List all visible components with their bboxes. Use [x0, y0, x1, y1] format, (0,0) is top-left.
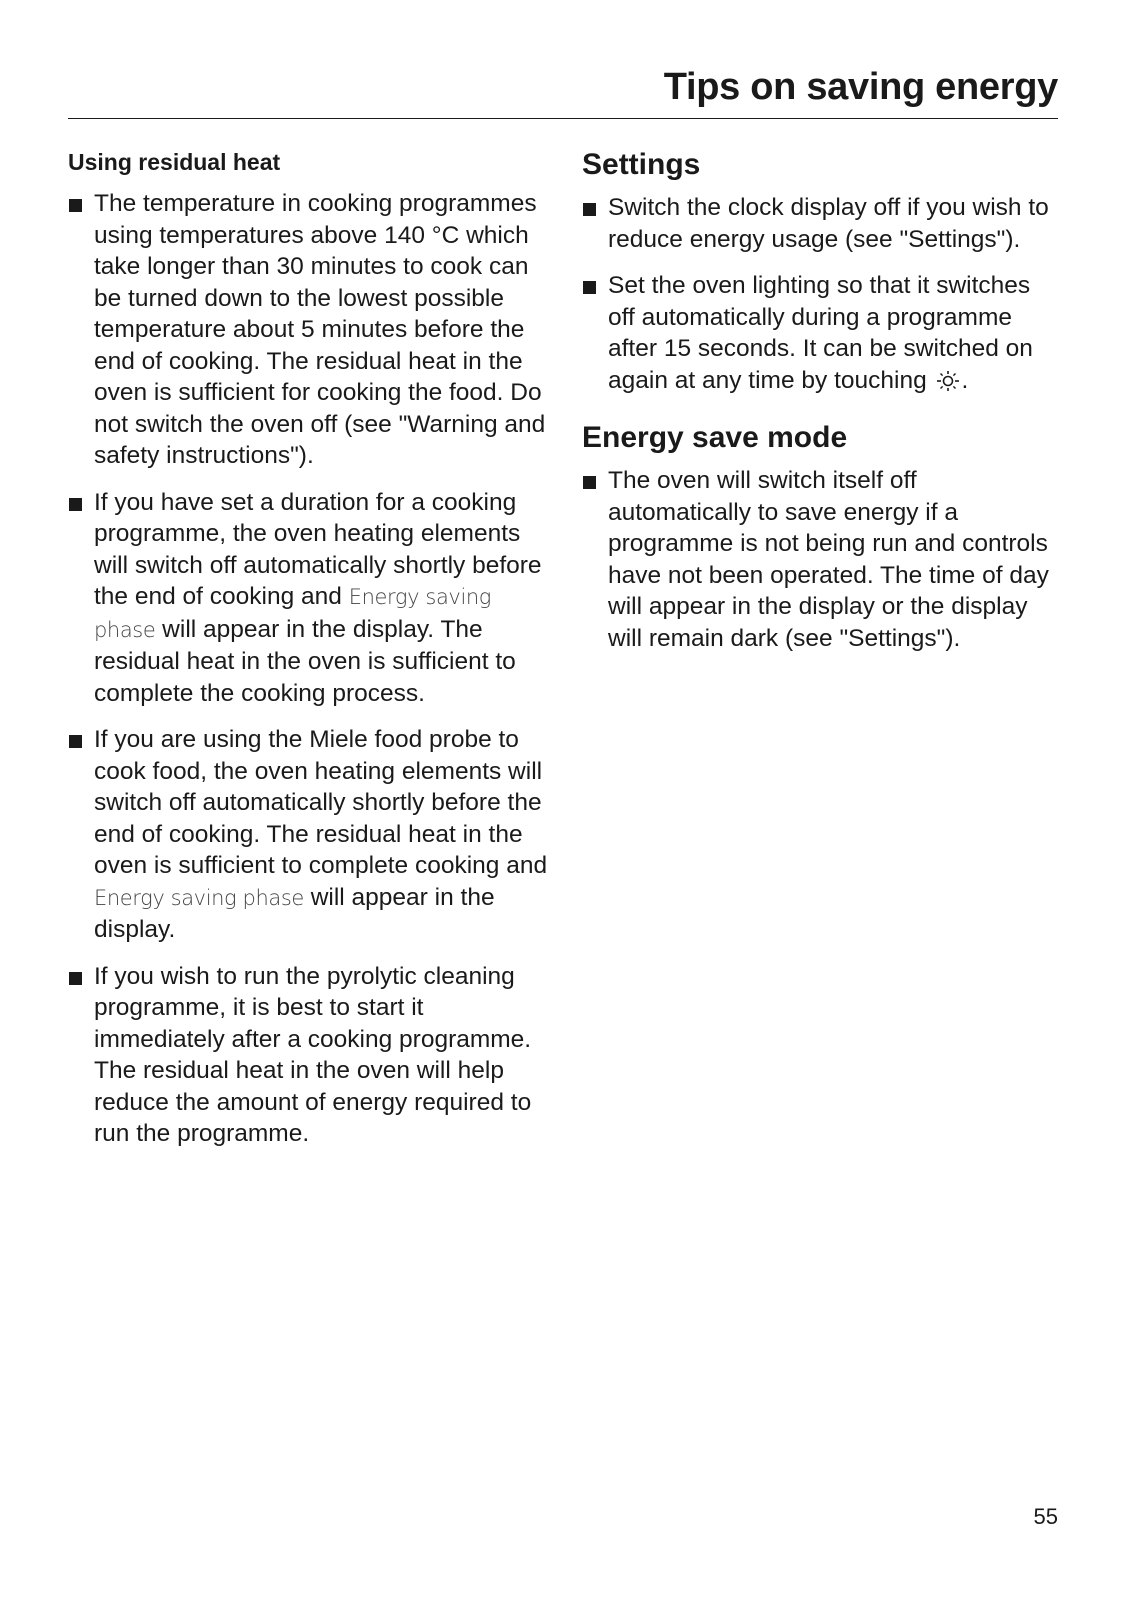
list-item-text: The temperature in cooking programmes using temperatures above 140 °C which take longer than 30 minutes to cook can be turned down to the lowest possible temperature about 5 minutes before the end of cooking. The residual heat in the oven is sufficient for cooking the food. Do not switch the oven off (see "Warning and safety instructions").: [94, 190, 546, 469]
list-item-text: .: [961, 366, 969, 394]
energy-save-mode-heading: Energy save mode: [582, 421, 848, 454]
list-item: [582, 465, 1058, 654]
list-item: [582, 270, 1058, 400]
list-item-text: Set the oven lighting so that it switches off automatically during a programme after 15 seconds. It can be switched on again at any time by touching: [608, 272, 1033, 394]
bullet-square-icon: [583, 476, 596, 489]
list-item: [68, 724, 553, 946]
list-item: [68, 487, 553, 710]
list-item: [68, 188, 553, 472]
list-item-text: If you have set a duration for a cooking programme, the oven heating elements will switch off automatically shortly before the end of cooking and: [94, 488, 542, 610]
page-header: [68, 62, 1058, 119]
settings-heading: Settings: [582, 148, 701, 181]
display-message: Energy saving phase: [94, 885, 304, 910]
right-column: [582, 145, 1058, 669]
residual-heat-list: [68, 188, 553, 1150]
list-item-text: will appear in the display. The residual heat in the oven is sufficient to complete the cooking process.: [94, 615, 516, 707]
bullet-square-icon: [69, 498, 82, 511]
energy-save-list: [582, 465, 1058, 654]
list-item-text: If you wish to run the pyrolytic cleaning programme, it is best to start it immediately after a cooking programme. The residual heat in the oven will help reduce the amount of energy required to run the programme.: [94, 962, 532, 1147]
list-item-text: If you are using the Miele food probe to cook food, the oven heating elements will switch off automatically shortly before the end of cooking. The residual heat in the oven is sufficient to complete cooking and: [94, 726, 548, 879]
residual-heat-subheading: Using residual heat: [68, 149, 281, 175]
display-message: Energy saving phase: [94, 585, 491, 642]
bullet-square-icon: [69, 199, 82, 212]
list-item: [68, 961, 553, 1150]
bullet-square-icon: [583, 281, 596, 294]
bullet-square-icon: [583, 203, 596, 216]
page-title: Tips on saving energy: [663, 66, 1058, 108]
bullet-square-icon: [69, 972, 82, 985]
list-item-text: Switch the clock display off if you wish to reduce energy usage (see "Settings").: [608, 194, 1049, 253]
residual-heat-section: [68, 145, 553, 1165]
bullet-square-icon: [69, 735, 82, 748]
page-number: 55: [1033, 1504, 1058, 1529]
list-item-text: will appear in the display.: [94, 883, 495, 943]
list-item-text: The oven will switch itself off automatically to save energy if a programme is not being run and controls have not been operated. The time of day will appear in the display or the display will remain dark (see "Settings").: [608, 467, 1049, 652]
list-item: [582, 192, 1058, 255]
light-bulb-icon: [935, 369, 961, 401]
settings-list: [582, 192, 1058, 400]
